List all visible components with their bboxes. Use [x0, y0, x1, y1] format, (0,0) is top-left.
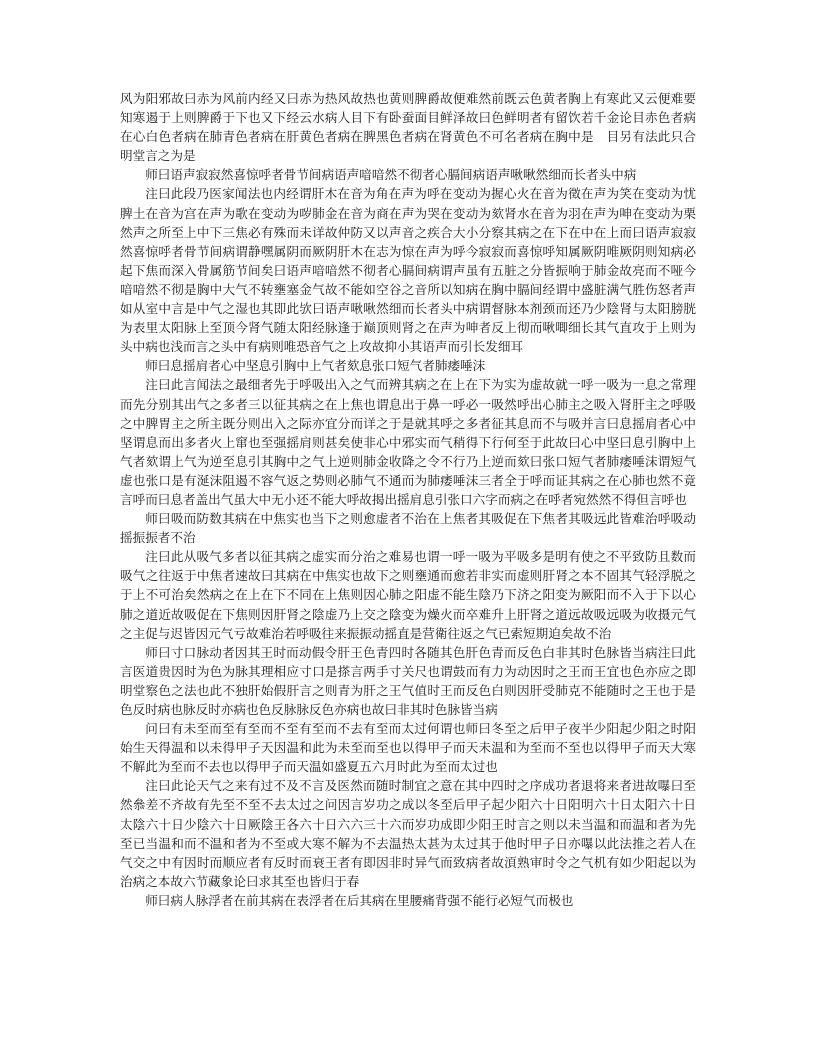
paragraph-6: 师曰吸而防数其病在中焦实也当下之则愈虚者不治在上焦者其吸促在下焦者其吸远此皆难治呼吸动摇振振者不治 [120, 511, 696, 546]
paragraph-9: 问曰有未至而至有至而不至有至而不去有至而太过何谓也师曰冬至之后甲子夜半少阳起少阳之时阳始生天得温和以未得甲子天因温和此为未至而至也以得甲子而天未温和为至而不至也以得甲子而天大寒不解此为至而不去也以得甲子而天温如盛夏五六月时此为至而太过也 [120, 721, 696, 775]
paragraph-2: 师曰语声寂寂然喜惊呼者骨节间病语声喑喑然不彻者心膈间病语声啾啾然细而长者头中病 [145, 167, 637, 183]
paragraph-7: 注曰此从吸气多者以征其病之虚实而分治之难易也谓一呼一吸为平吸多是明有使之不平致防且数而吸气之往返于中焦者速故曰其病在中焦实也故下之则壅通而愈若非实而虚则肝肾之本不固其气轻浮脱之于上不可治矣然病之在上在下不同在上焦则因心肺之阳虚不能生陰乃下济之阳变为厥阳而不入于下以心肺之道近故吸促在下焦则因肝肾之陰虚乃上交之陰变为燥火而卒难升上肝肾之道远故吸远吸为收摄元气之主促与迟皆因元气亏故难治若呼吸往来振振动摇直是营衛往返之气已索短期迫矣故不治 [120, 549, 696, 641]
document-page [120, 89, 696, 1029]
paragraph-11: 师曰病人脉浮者在前其病在表浮者在后其病在里腰痛背强不能行必短气而极也 [145, 892, 574, 908]
paragraph-8: 师曰寸口脉动者因其王时而动假令肝王色青四时各随其色肝色青而反色白非其时色脉皆当病注曰此言医道贵因时为色为脉其理相应寸口是搽言两手寸关尺也谓鼓而有力为动因时之王而王宜也色亦应之即明堂察色之法也此不独肝始假肝言之则青为肝之王气值时王而反色白则因肝受肺克不能随时之王也于是色反时病也脉反时亦病也色反脉脉反色亦病也故曰非其时色脉皆当病 [120, 644, 696, 717]
paragraph-3: 注曰此段乃医家闻法也内经谓肝木在音为角在声为呼在变动为握心火在音为徵在声为笑在变动为忧脾土在音为宫在声为歌在变动为哕肺金在音为商在声为哭在变动为欬肾水在音为羽在声为呻在变动为栗然声之所至上中下三焦必有殊而未详故仲防又以声音之疾合大小分察其病之在下在中在上而曰语声寂寂然喜惊呼者骨节间病谓静嘿属阴而厥阴肝木在志为惊在声为呼今寂寂而喜惊呼知属厥阴唯厥阴则知病必起下焦而深入骨属筋节间矣曰语声喑喑然不彻者心膈间病谓声虽有五脏之分皆振响于肺金故亮而不哑今喑喑然不彻是胸中大气不转壅塞金气故不能如空谷之音所以知病在胸中膈间经谓中盛脏满气胜伤怒者声如从室中言是中气之湿也其即此欤曰语声啾啾然细而长者头中病谓督脉本剂颈而还乃少陰肾与太阳膀胱为表里太阳脉上至顶今肾气随太阳经脉逢于巅顶则肾之在声为呻者反上彻而啾唧细长其气直攻于上则为头中病也浅而言之头中有病则唯恐音气之上攻故抑小其语声而引长发细耳 [120, 186, 696, 355]
paragraph-4: 师曰息摇肩者心中坚息引胸中上气者欬息张口短气者肺痿唾沫 [145, 358, 486, 374]
paragraph-5: 注曰此言闻法之最细者先于呼吸出入之气而辨其病之在上在下为实为虚故就一呼一吸为一息之常理而先分别其出气之多者三以征其病之在上焦也谓息出于鼻一呼必一吸然呼出心肺主之吸入肾肝主之呼吸之中脾胃主之所主既分则出入之际亦宜分而详之于是就其呼之多者征其息而不与吸并言曰息摇肩者心中坚谓息而出多者火上窜也至强摇肩则甚矣使非心中邪实而气稍得下行何至于此故曰心中坚曰息引胸中上气者欬谓上气为逆至息引其胸中之气上逆则肺金收降之令不行乃上逆而欬曰张口短气者肺痿唾沫谓短气虚也张口是有涎沫阻遏不容气返之势则必肺气不通而为肺痿唾沫三者全于呼而证其病之在心肺也然不竟言呼而曰息者盖出气虽大中无小还不能大呼故揭出摇肩息引张口六字而病之在呼者宛然然不得但言呼也 [120, 377, 696, 507]
paragraph-1: 风为阳邪故曰赤为风前内经又曰赤为热风故热也黄则脾爵故便难然前既云色黄者胸上有寒此又云便难要知寒遏于上则脾爵于下也又下经云水病人目下有卧蚕面目鲜泽故曰色鲜明者有留饮若千金论目赤色者病在心白色者病在肺青色者病在肝黄色者病在脾黑色者病在肾黄色不可名者病在胸中是 目另有法此只合明堂言之为是 [120, 91, 696, 164]
paragraph-10: 注曰此论天气之来有过不及不言及医然而随时制宜之意在其中四时之序成功者退将来者进故嚗曰至然叅差不齐故有先至不至不去太过之问因言岁功之成以冬至后甲子起少阳六十日阳明六十日太阳六十日太陰六十日少陰六十日厥陰王各六十日六六三十六而岁功成即少阳王时言之则以未当温和而温和者为先至已当温和而不温和者为不至或大寒不解为不去温热太甚为太过其于他时甲子日亦嚗以此法推之若人在气交之中有因时而顺应者有反时而衰王者有即因非时异气而致病者故湏熟审时令之气机有如少阳起以为治病之本故六节藏象论曰求其至也皆归于春 [120, 778, 696, 889]
